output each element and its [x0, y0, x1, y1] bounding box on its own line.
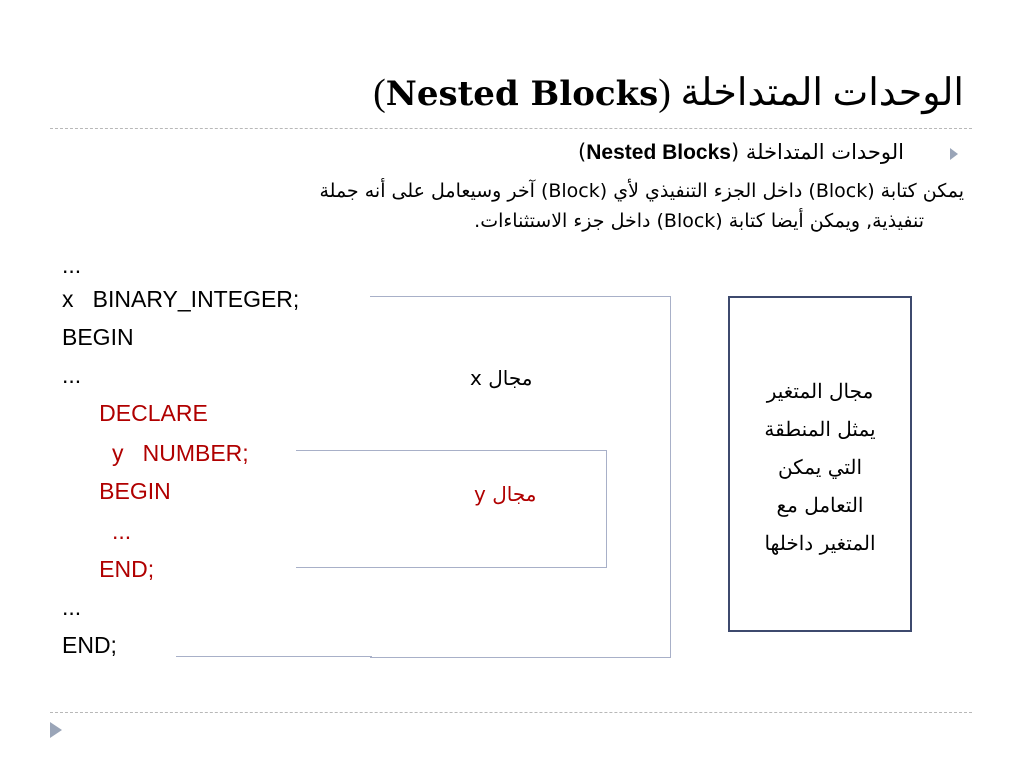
note-line-2: يمثل المنطقة	[764, 417, 876, 441]
description-paragraph	[104, 176, 964, 236]
bullet-arrow-icon	[950, 148, 958, 160]
bullet-english: Nested Blocks	[586, 141, 731, 164]
title-divider	[50, 128, 972, 129]
code-line-8: ...	[80, 518, 132, 544]
scope-y-bracket	[296, 450, 607, 568]
code-line-11: END;	[62, 632, 117, 658]
code-line-3: BEGIN	[62, 324, 134, 350]
variable-scope-note	[728, 296, 912, 632]
code-line-9: END;	[80, 556, 155, 582]
bullet-heading: الوحدات المتداخلة (Nested Blocks)	[578, 140, 904, 164]
paragraph-line-2: تنفيذية, ويمكن أيضا كتابة (Block) داخل جزء الاستثناءات.	[474, 210, 924, 232]
code-line-6: y NUMBER;	[80, 440, 249, 466]
scope-x-label: مجال x	[470, 366, 533, 390]
scope-y-label: مجال y	[474, 482, 537, 506]
note-line-3: التي يمكن	[777, 455, 863, 479]
title-arabic: الوحدات المتداخلة	[680, 72, 964, 114]
code-line-5: DECLARE	[80, 400, 208, 426]
code-line-1: ...	[62, 252, 82, 278]
slide-title: الوحدات المتداخلة (Nested Blocks)	[373, 72, 964, 114]
code-line-2: x BINARY_INTEGER;	[62, 286, 300, 312]
footer-divider	[50, 712, 972, 713]
code-line-4: ...	[62, 362, 82, 388]
note-line-4: التعامل مع	[776, 493, 864, 517]
scope-x-bottom-extension	[176, 656, 372, 657]
note-line-1: مجال المتغير	[766, 379, 874, 403]
note-line-5: المتغير داخلها	[764, 531, 876, 555]
title-english: Nested Blocks	[385, 74, 659, 114]
next-slide-arrow-icon[interactable]	[50, 722, 62, 738]
code-line-7: BEGIN	[80, 478, 171, 504]
bullet-arabic: الوحدات المتداخلة	[745, 140, 904, 164]
code-line-10: ...	[62, 594, 82, 620]
note-text	[730, 372, 910, 562]
paragraph-line-1: يمكن كتابة (Block) داخل الجزء التنفيذي لأي (Block) آخر وسيعامل على أنه جملة	[319, 180, 964, 202]
